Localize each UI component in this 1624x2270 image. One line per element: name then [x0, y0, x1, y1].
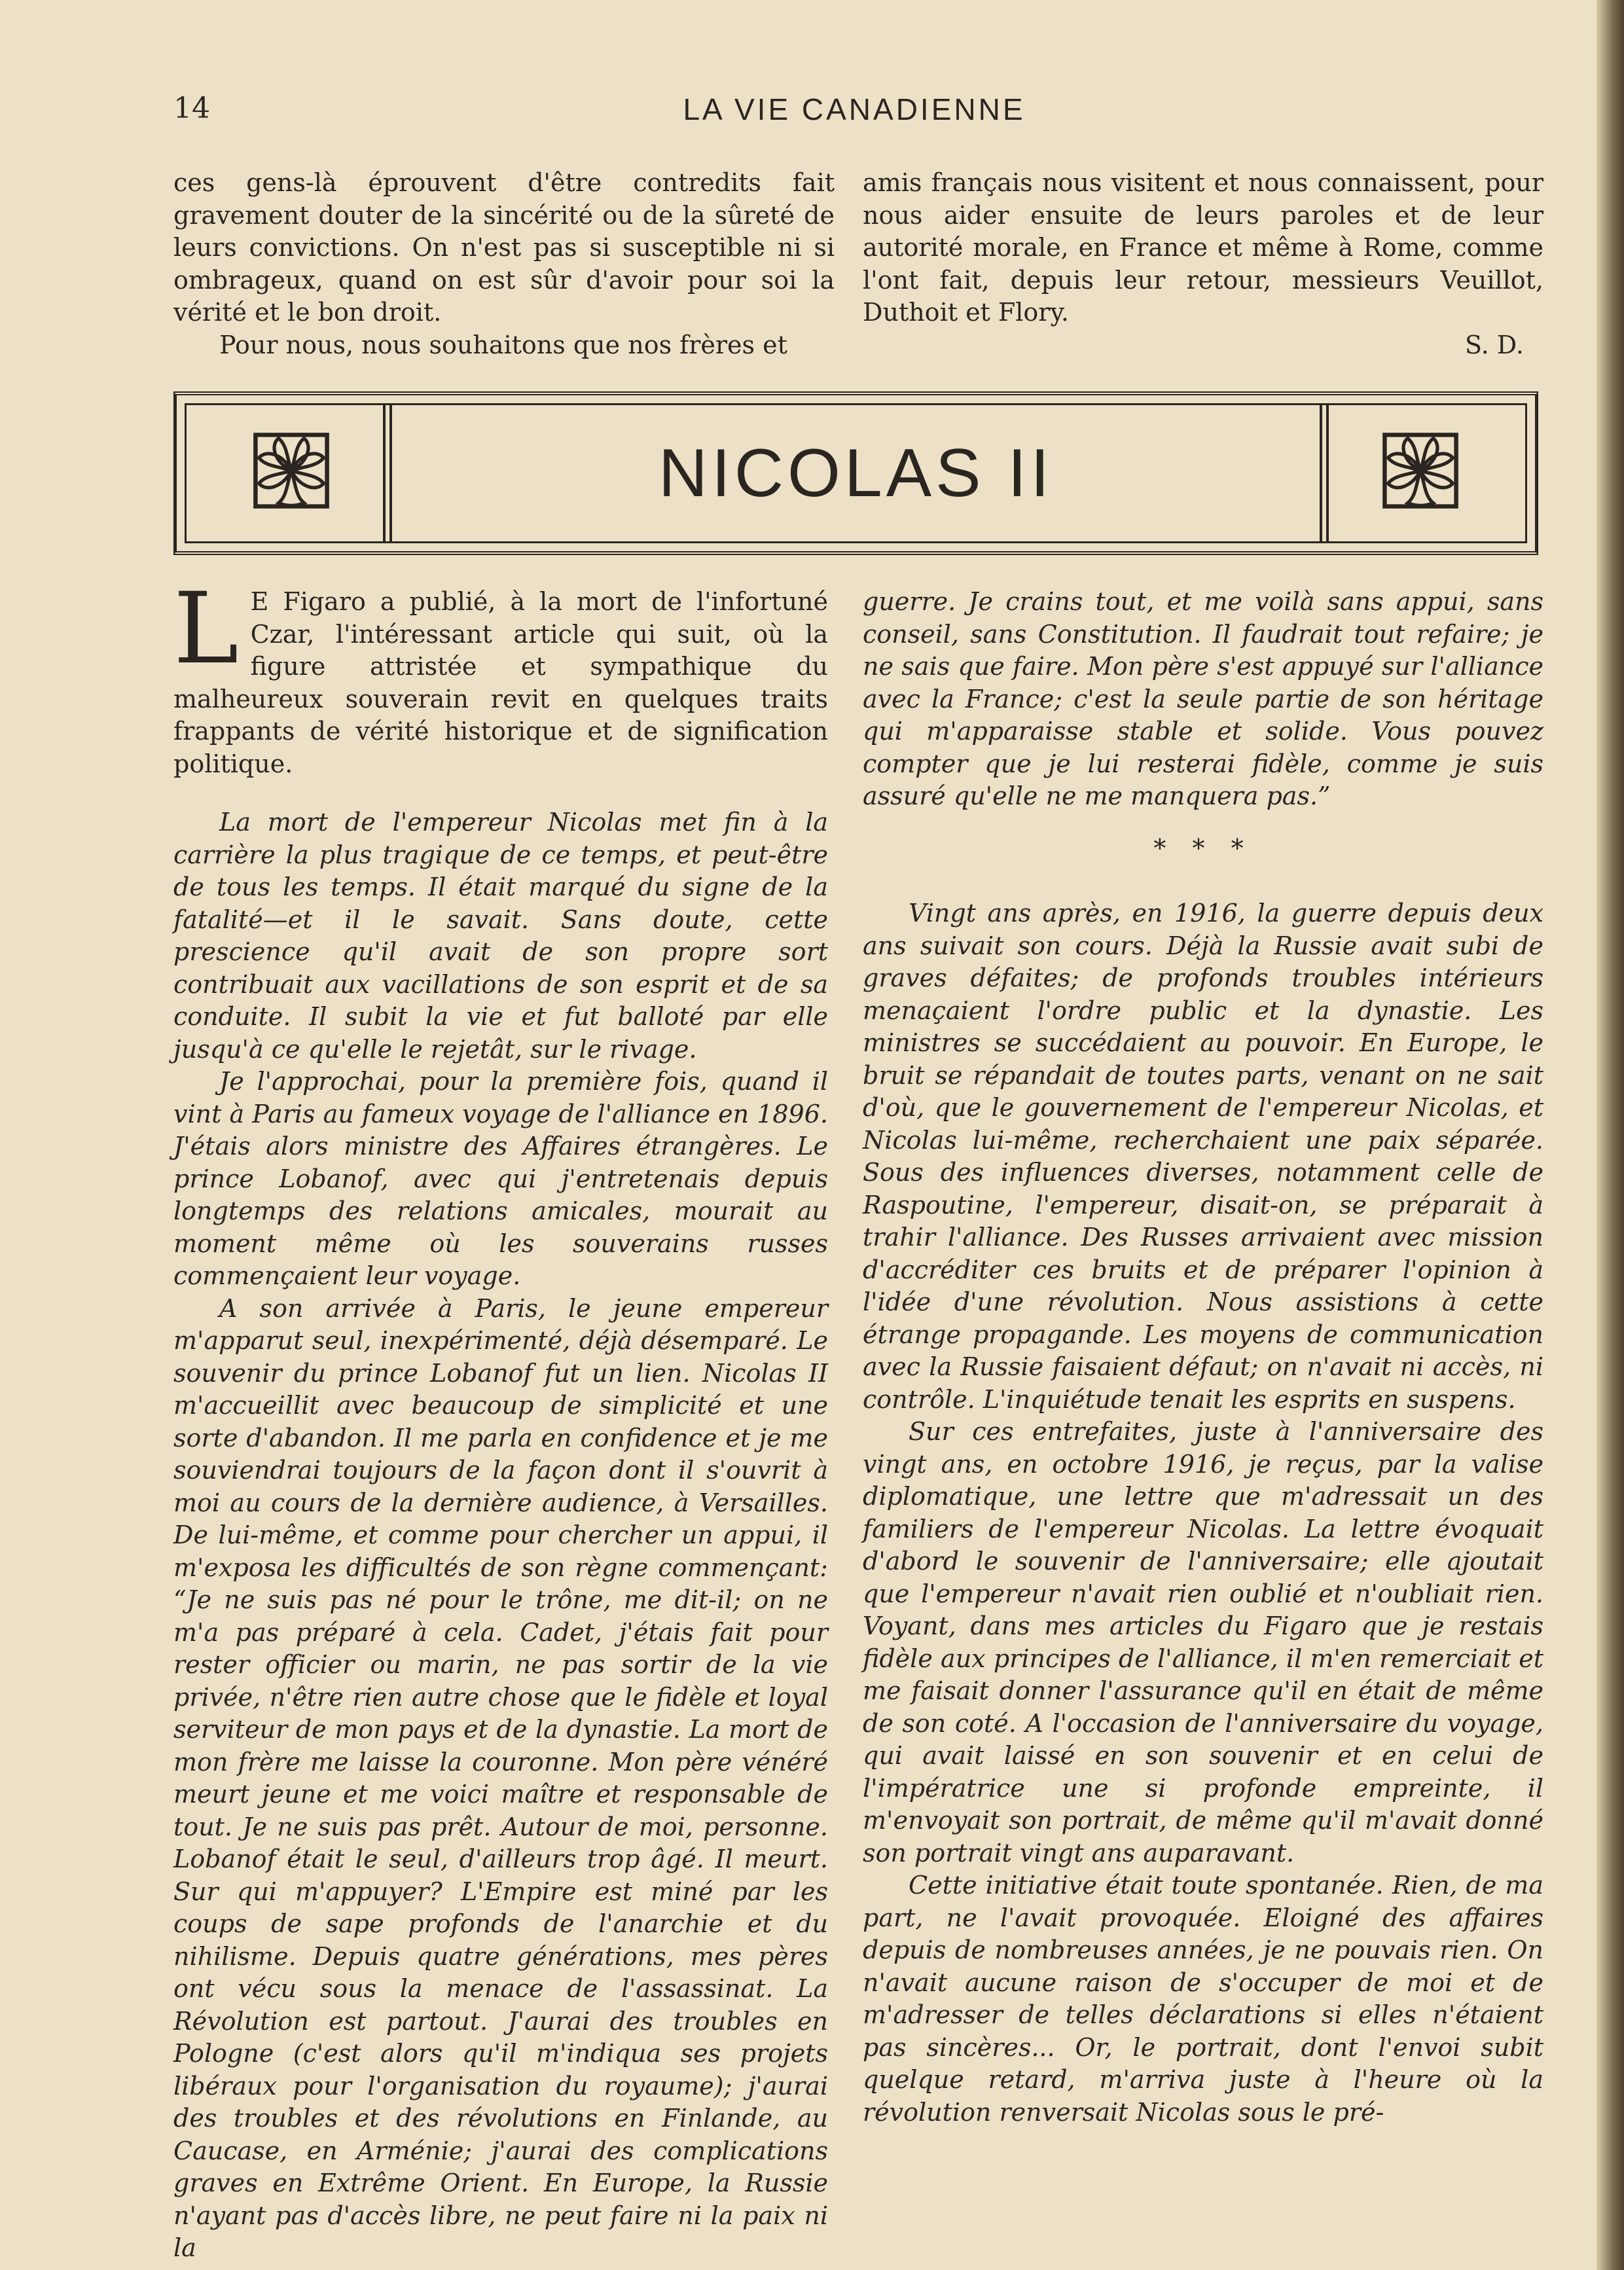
paragraph: Je l'approchai, pour la première fois, quand il vint à Paris au fameux voyage de l'alliance en 1896. J'étais alors ministre des Affaires étrangères. Le prince Lobanof, avec qui j'entretenais depuis longtemps des relations amicales, mourait au moment même où les souverains russes commençaient leur voyage.	[173, 1067, 828, 1290]
intro-paragraph	[173, 572, 828, 780]
paragraph: A son arrivée à Paris, le jeune empereur m'apparut seul, inexpérimenté, déjà désemparé. Le souvenir du prince Lobanof fut un lien. Nicolas II m'accueillit avec beaucoup de simplicité et une sorte d'abandon. Il me parla en confidence et je me souviendrai toujours de la façon dont il s'ouvrit à moi au cours de la dernière audience, à Versailles. De lui-même, et comme pour chercher un appui, il m'exposa les difficultés de son règne commençant: “Je ne suis pas né pour le trône, me dit-il; on ne m'a pas préparé à cela. Cadet, j'étais fait pour rester officier ou marin, ne pas sortir de la vie privée, n'être rien autre chose que le fidèle et loyal serviteur de mon pays et de la dynastie. La mort de mon frère me laisse la couronne. Mon père vénéré meurt jeune et me voici maître et responsable de tout. Je ne suis pas prêt. Autour de moi, personne. Lobanof était le seul, d'ailleurs trop âgé. Il meurt. Sur qui m'appuyer? L'Empire est miné par les coups de sape profonds de l'anarchie et du nihilisme. Depuis quatre générations, mes pères ont vécu sous la menace de l'assassinat. La Révolution est partout. J'aurai des troubles en Pologne (c'est alors qu'il m'indiqua ses projets libéraux pour l'organisation du royaume); j'aurai des troubles et des révolutions en Finlande, au Caucase, en Arménie; j'aurai des complications graves en Extrême Orient. En Europe, la Russie n'ayant pas d'accès libre, ne peut faire ni la paix ni la	[173, 1293, 828, 2262]
floral-ornament-icon	[249, 428, 334, 513]
signature: S. D.	[1464, 330, 1524, 359]
drop-cap: L	[173, 572, 239, 686]
page-edge	[1597, 0, 1624, 2270]
paragraph: guerre. Je crains tout, et me voilà sans appui, sans conseil, sans Constitution. Il faudrait tout refaire; je ne sais que faire. Mon père s'est appuyé sur l'alliance avec la France; c'est la seule partie de son héritage qui m'apparaisse stable et solide. Vous pouvez compter que je lui resterai fidèle, comme je suis assuré qu'elle ne me manquera pas.”	[863, 587, 1543, 810]
floral-ornament-icon	[1378, 428, 1463, 513]
paragraph: Vingt ans après, en 1916, la guerre depuis deux ans suivait son cours. Déjà la Russie avait subi de graves défaites; de profonds troubles intérieurs menaçaient l'ordre public et la dynastie. Les ministres se succédaient au pouvoir. En Europe, le bruit se répandait de toutes parts, venant on ne sait d'où, que le gouvernement de l'empereur Nicolas, et Nicolas lui-même, recherchaient une paix séparée. Sous des influences diverses, notamment celle de Raspoutine, l'empereur, disait-on, se préparait à trahir l'alliance. Des Russes arrivaient avec mission d'accréditer ces bruits et de préparer l'opinion à l'idée d'une révolution. Nous assistions à cette étrange propagande. Les moyens de communication avec la Russie faisaient défaut; on n'avait ni accès, ni contrôle. L'inquiétude tenait les esprits en suspens.	[863, 899, 1543, 1414]
previous-article-left-column	[173, 167, 835, 361]
paragraph: ces gens-là éprouvent d'être contredits fait gravement douter de la sincérité ou de la sûreté de leurs convictions. On n'est pas si susceptible ni si ombrageux, quand on est sûr d'avoir pour soi la vérité et le bon droit.	[173, 168, 835, 327]
article-right-column	[863, 586, 1543, 2129]
previous-article-right-column	[863, 167, 1543, 361]
paragraph: Sur ces entrefaites, juste à l'anniversaire des vingt ans, en octobre 1916, je reçus, par la valise diplomatique, une lettre que m'adressait un des familiers de l'empereur Nicolas. La lettre évoquait d'abord le souvenir de l'anniversaire; elle ajoutait que l'empereur n'avait rien oublié et n'oubliait rien. Voyant, dans mes articles du Figaro que je restais fidèle aux principes de l'alliance, il m'en remerciait et me faisait donner l'assurance qu'il en était de même de son coté. A l'occasion de l'anniversaire du voyage, qui avait laissé en son souvenir et en celui de l'impératrice une si profonde empreinte, il m'envoyait son portrait, de même qu'il m'avait donné son portrait vingt ans auparavant.	[863, 1417, 1543, 1867]
section-separator: * * *	[1153, 833, 1253, 863]
paragraph: La mort de l'empereur Nicolas met fin à la carrière la plus tragique de ce temps, et peut-être de tous les temps. Il était marqué du signe de la fatalité—et il le savait. Sans doute, cette prescience qu'il avait de son propre sort contribuait aux vacillations de son esprit et de sa conduite. Il subit la vie et fut balloté par elle jusqu'à ce qu'elle le rejetât, sur le rivage.	[173, 808, 828, 1064]
intro-text: E Figaro a publié, à la mort de l'infortuné Czar, l'intéressant article qui suit, où la figure attristée et sympathique du malheureux souverain revit en quelques traits frappants de vérité historique et de signification politique.	[173, 587, 828, 778]
journal-title: LA VIE CANADIENNE	[683, 92, 1026, 126]
running-header	[173, 92, 1535, 137]
article-title: NICOLAS II	[658, 435, 1054, 511]
article-left-column	[173, 572, 828, 2265]
banner-divider	[383, 403, 392, 543]
paragraph: Cette initiative était toute spontanée. Rien, de ma part, ne l'avait provoquée. Eloigné des affaires depuis de nombreuses années, je ne pouvais rien. On n'avait aucune raison de s'occuper de moi et de m'adresser de telles déclarations si elles n'étaient pas sincères... Or, le portrait, dont l'envoi subit quelque retard, m'arriva juste à l'heure où la révolution renversait Nicolas sous le pré-	[863, 1871, 1543, 2127]
paragraph: amis français nous visitent et nous connaissent, pour nous aider ensuite de leurs paroles et de leur autorité morale, en France et même à Rome, comme l'ont fait, depuis leur retour, messieurs Veuillot, Duthoit et Flory.	[863, 168, 1543, 327]
page-number: 14	[173, 92, 210, 125]
paragraph: Pour nous, nous souhaitons que nos frères et	[219, 330, 787, 359]
banner-divider	[1320, 403, 1329, 543]
article-title-banner	[173, 391, 1538, 555]
